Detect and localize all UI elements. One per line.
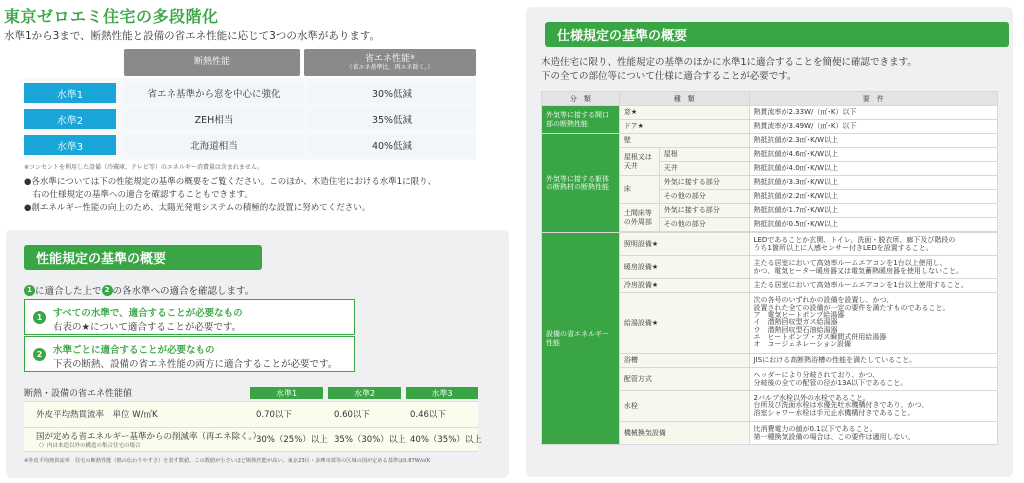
spec-row xyxy=(542,134,998,148)
perf-value: 0.70以下 xyxy=(256,409,292,420)
box-text: 下表の断熱、設備の省エネ性能の両方に適合することが必要です。 xyxy=(53,359,338,370)
intro-text: の各水準への適合を確認します。 xyxy=(112,286,255,297)
spec-requirement: 主たる居室において高効率ルームエアコンを1台以上使用し、 かつ、電気ヒーター暖房器又は電気蓄熱暖房器を使用しないこと。 xyxy=(749,256,997,279)
spec-header: 種 類 xyxy=(619,92,749,106)
level-row-2 xyxy=(24,109,476,129)
spec-type: 浴槽 xyxy=(619,354,749,368)
spec-requirement: ヘッダーにより分岐されており、かつ、 分岐後の全ての配管の径が13A以下であること。 xyxy=(749,368,997,391)
spec-requirement: 熱抵抗値が1.7㎡･K/W以上 xyxy=(749,204,997,218)
spec-type: その他の部分 xyxy=(659,190,749,204)
spec-table xyxy=(541,91,998,445)
note-item: 右の仕様規定の基準への適合を確認することもできます。 xyxy=(24,190,253,201)
spec-category: 外気等に接する躯体の断熱材の断熱性能 xyxy=(542,134,620,233)
spec-header-row xyxy=(542,92,998,106)
spec-requirement: 比消費電力の値が0.1以下であること。 第一種換気設備の場合は、この要件は適用しない。 xyxy=(749,422,997,445)
number-2-icon: 2 xyxy=(33,348,46,361)
perf-row-sublabel: （）内は木造以外の構造の集合住宅の場合 xyxy=(36,443,141,449)
saving-value: 30%低減 xyxy=(308,83,476,103)
level-badge: 水準3 xyxy=(24,135,116,155)
spec-header: 分 類 xyxy=(542,92,620,106)
perf-header-level1: 水準1 xyxy=(250,387,323,399)
performance-intro xyxy=(24,283,254,297)
spec-group: 屋根又は天井 xyxy=(619,148,659,176)
spec-requirement: 熱抵抗値が0.5㎡･K/W以上 xyxy=(749,218,997,232)
spec-requirement: JISにおける高断熱浴槽の性能を満たしていること。 xyxy=(749,354,997,368)
spec-header: 要 件 xyxy=(749,92,997,106)
perf-value: 30%（25%）以上 xyxy=(256,434,328,445)
saving-value: 40%低減 xyxy=(308,135,476,155)
spec-requirement: 熱抵抗値が2.2㎡･K/W以上 xyxy=(749,190,997,204)
spec-type: 屋根 xyxy=(659,148,749,162)
performance-title: 性能規定の基準の概要 xyxy=(24,245,262,270)
note-item: ●創エネルギー性能の向上のため、太陽光発電システムの積極的な設置に努めてください。 xyxy=(24,203,371,214)
perf-header-level3: 水準3 xyxy=(406,387,478,399)
box-heading: 水準ごとに適合することが必要なもの xyxy=(53,345,215,356)
insulation-value: 北海道相当 xyxy=(124,135,304,155)
perf-row-label: 外皮平均熱貫流率 単位 W/㎡K xyxy=(36,409,158,420)
header-energy-saving: 省エネ性能※ （省エネ基準比、再エネ除く。） xyxy=(304,49,476,76)
table-footnote: ※コンセントを利用した設備（冷蔵庫、テレビ等）のエネルギー消費量は含まれません。 xyxy=(24,164,264,171)
spec-requirement: 熱抵抗値が4.6㎡･K/W以上 xyxy=(749,148,997,162)
perf-value: 40%（35%）以上 xyxy=(410,434,482,445)
requirement-box-2 xyxy=(24,336,355,372)
perf-header-level2: 水準2 xyxy=(328,387,401,399)
spec-type: 冷房設備★ xyxy=(619,279,749,293)
box-heading: すべての水準で、適合することが必要なもの xyxy=(53,308,243,319)
spec-requirement: LEDであることか玄関、トイレ、洗面・脱衣所、廊下及び階段の うち1箇所以上に人感センサー付きLEDを設置すること。 xyxy=(749,233,997,256)
requirement-box-1 xyxy=(24,299,355,335)
spec-type: 外気に接する部分 xyxy=(659,204,749,218)
spec-requirement: 主たる居室において高効率ルームエアコンを1台以上使用すること。 xyxy=(749,279,997,293)
spec-type: 壁 xyxy=(619,134,749,148)
insulation-value: 省エネ基準から窓を中心に強化 xyxy=(124,83,304,103)
spec-type: ドア★ xyxy=(619,120,749,134)
box-text: 右表の★について適合することが必要です。 xyxy=(53,322,242,333)
spec-row xyxy=(542,106,998,120)
spec-type: 暖房設備★ xyxy=(619,256,749,279)
perf-row-label: 国が定める省エネルギー基準からの削減率（再エネ除く。） xyxy=(36,432,262,442)
saving-value: 35%低減 xyxy=(308,109,476,129)
spec-type: 外気に接する部分 xyxy=(659,176,749,190)
perf-value: 35%（30%）以上 xyxy=(334,434,406,445)
spec-group: 床 xyxy=(619,176,659,204)
notes-list xyxy=(24,176,524,216)
level-row-3 xyxy=(24,135,476,155)
spec-intro xyxy=(541,56,917,85)
spec-intro-line: 下の全ての部位等について仕様に適合することが必要です。 xyxy=(541,71,797,83)
spec-type: 天井 xyxy=(659,162,749,176)
spec-requirement: 熱貫流率が2.33W/（㎡･K）以下 xyxy=(749,106,997,120)
perf-footnote: ※外皮平均熱貫流率 住宅の断熱性能（熱の伝わりやすさ）を表す数値。この数値が小さいほど断熱性能が高い。東京23区・多摩市部等の区域の国が定める基準は0.87W/㎡K xyxy=(24,458,431,464)
number-1-icon: 1 xyxy=(33,311,46,324)
page-title: 東京ゼロエミ住宅の多段階化 xyxy=(4,7,219,26)
spec-type: その他の部分 xyxy=(659,218,749,232)
spec-requirement: 熱抵抗値が4.0㎡･K/W以上 xyxy=(749,162,997,176)
level-row-1 xyxy=(24,83,476,103)
spec-type: 機械換気設備 xyxy=(619,422,749,445)
level-badge: 水準2 xyxy=(24,109,116,129)
spec-row xyxy=(542,233,998,256)
spec-intro-line: 木造住宅に限り、性能規定の基準のほかに水準1に適合することを簡便に確認できます。 xyxy=(541,57,917,68)
spec-type: 配管方式 xyxy=(619,368,749,391)
spec-requirement: 熱貫流率が3.49W/（㎡･K）以下 xyxy=(749,120,997,134)
page-subtitle: 水準1から3まで、断熱性能と設備の省エネ性能に応じて3つの水準があります。 xyxy=(4,30,380,42)
spec-type: 給湯設備★ xyxy=(619,293,749,354)
spec-type: 窓★ xyxy=(619,106,749,120)
intro-text: に適合した上で xyxy=(35,286,102,297)
spec-requirement: 熱抵抗値が2.3㎡･K/W以上 xyxy=(749,134,997,148)
perf-value: 0.46以下 xyxy=(410,409,446,420)
header-insulation: 断熱性能 xyxy=(124,49,300,76)
note-item: ●各水準については下の性能規定の基準の概要をご覧ください。このほか、木造住宅における水準1に限り、 xyxy=(24,177,437,187)
spec-requirement: 2バルブ水栓以外の水栓であること。 台所及び洗面水栓は水優先吐水機構付きであり、かつ、 浴室シャワー水栓は手元止水機構付きであること。 xyxy=(749,391,997,422)
spec-group: 土間床等の外周部 xyxy=(619,204,659,232)
number-1-icon: 1 xyxy=(24,285,35,296)
performance-table-caption: 断熱・設備の省エネ性能値 xyxy=(24,389,133,399)
insulation-value: ZEH相当 xyxy=(124,109,304,129)
spec-type: 水栓 xyxy=(619,391,749,422)
spec-requirement: 熱抵抗値が3.3㎡･K/W以上 xyxy=(749,176,997,190)
spec-title: 仕様規定の基準の概要 xyxy=(545,22,1009,47)
spec-type: 照明設備★ xyxy=(619,233,749,256)
spec-category: 設備の省エネルギー性能 xyxy=(542,233,620,445)
spec-requirement: 次の各号のいずれかの設備を設置し、かつ、 設置された全ての設備が一定の要件を満たすものであること。 ア 電気ヒートポンプ給湯器 イ 潜熱回収型ガス給湯器 ウ 潜熱回収型石油給湯器 エ ヒートポンプ・ガス瞬間式併用給湯器 オ コージェネレーション設備 xyxy=(749,293,997,354)
perf-value: 0.60以下 xyxy=(334,409,370,420)
number-2-icon: 2 xyxy=(102,285,113,296)
level-badge: 水準1 xyxy=(24,83,116,103)
spec-category: 外気等に接する開口部の断熱性能 xyxy=(542,106,620,134)
